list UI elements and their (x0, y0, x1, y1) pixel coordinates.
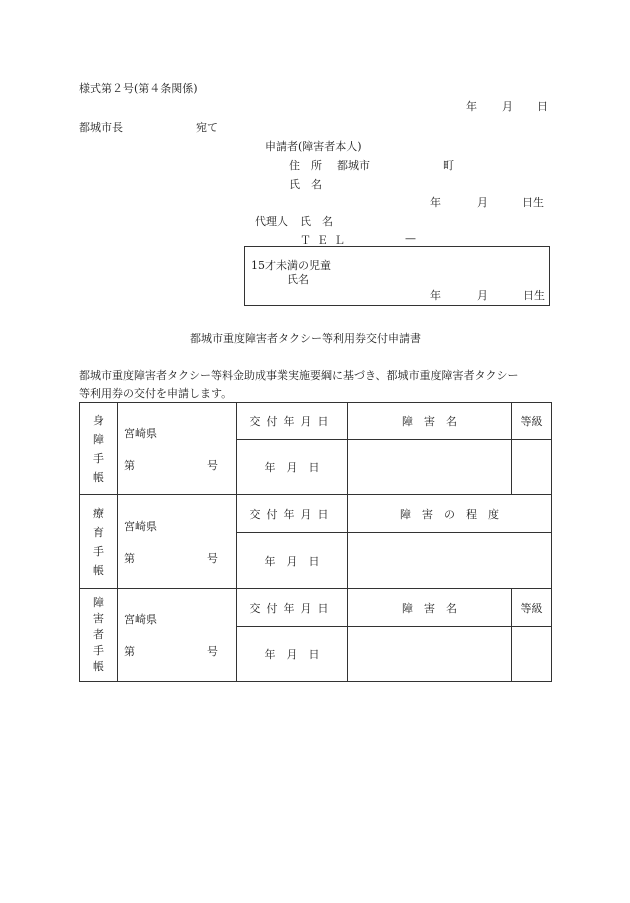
certificate-type-label: 身 障 手 帳 (80, 403, 118, 495)
child-birth-day: 日生 (523, 289, 545, 302)
address-town: 町 (443, 159, 454, 172)
document-title: 都城市重度障害者タクシー等利用券交付申請書 (190, 332, 421, 345)
prefecture-label: 宮崎県 (124, 426, 157, 440)
child-label: 15才未満の児童 (251, 259, 331, 272)
issue-date-header: 交付年月日 (237, 589, 348, 627)
address-label: 住 所 (289, 159, 322, 172)
disability-name-value[interactable] (348, 440, 512, 495)
grade-header: 等級 (512, 589, 552, 627)
disability-name-header: 障 害 名 (348, 403, 512, 440)
agent-name-label: 氏 名 (300, 215, 333, 228)
body-line-1: 都城市重度障害者タクシー等料金助成事業実施要綱に基づき、都城市重度障害者タクシー (79, 369, 519, 382)
issue-date-header: 交付年月日 (237, 403, 348, 440)
table-row (80, 495, 552, 533)
agent-label: 代理人 (255, 215, 288, 228)
grade-value[interactable] (512, 627, 552, 682)
disability-name-header: 障 害 名 (348, 589, 512, 627)
form-number: 様式第２号(第４条関係) (79, 82, 198, 95)
number-suffix: 号 (207, 551, 218, 565)
certificate-type-label: 障 害 者 手 帳 (80, 589, 118, 682)
number-prefix: 第 (124, 551, 135, 565)
number-suffix: 号 (207, 645, 218, 658)
applicant-name-label: 氏 名 (289, 178, 322, 191)
date-day-label: 日 (537, 100, 548, 113)
addressee: 都城市長 (79, 121, 123, 134)
issue-date-value[interactable]: 年 月 日 (237, 533, 348, 589)
child-birth-month: 月 (477, 289, 488, 302)
certificate-number-cell (118, 403, 237, 495)
certificate-type-label: 療 育 手 帳 (80, 495, 118, 589)
number-suffix: 号 (207, 458, 218, 472)
applicant-birth-month: 月 (477, 196, 488, 209)
issue-date-value[interactable]: 年 月 日 (237, 440, 348, 495)
child-name-label: 氏名 (287, 273, 309, 286)
certificate-number-cell (118, 495, 237, 589)
body-line-2: 等利用券の交付を申請します。 (79, 387, 233, 400)
table-row (80, 589, 552, 627)
applicant-birth-day: 日生 (522, 196, 544, 209)
applicant-heading: 申請者(障害者本人) (265, 140, 362, 153)
disability-degree-value[interactable] (348, 533, 552, 589)
date-year-label: 年 (466, 100, 477, 113)
grade-value[interactable] (512, 440, 552, 495)
issue-date-header: 交付年月日 (237, 495, 348, 533)
certificate-number-cell (118, 589, 237, 682)
date-month-label: 月 (502, 100, 513, 113)
certificate-table (79, 402, 552, 682)
number-prefix: 第 (124, 458, 135, 472)
agent-tel-label: ＴＥＬ (300, 234, 351, 247)
disability-degree-header: 障 害 の 程 度 (348, 495, 552, 533)
address-city: 都城市 (337, 159, 370, 172)
grade-header: 等級 (512, 403, 552, 440)
number-prefix: 第 (124, 645, 135, 658)
disability-name-value[interactable] (348, 627, 512, 682)
applicant-birth-year: 年 (430, 196, 441, 209)
prefecture-label: 宮崎県 (124, 613, 157, 626)
child-info-box (244, 246, 550, 306)
prefecture-label: 宮崎県 (124, 519, 157, 533)
child-birth-year: 年 (430, 289, 441, 302)
issue-date-value[interactable]: 年 月 日 (237, 627, 348, 682)
addressee-suffix: 宛て (196, 121, 218, 134)
agent-tel-dash: — (405, 232, 416, 245)
table-row (80, 403, 552, 440)
